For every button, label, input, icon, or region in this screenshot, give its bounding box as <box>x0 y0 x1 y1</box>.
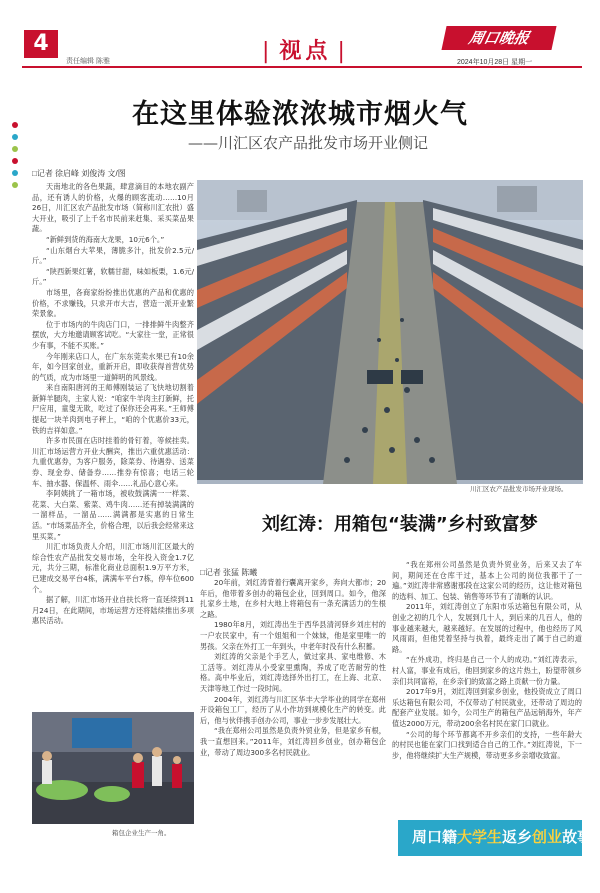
photo-caption: 川汇区农产品批发市场开业现场。 <box>470 485 568 493</box>
banner-suffix: 故事 <box>562 828 593 846</box>
column-banner-title <box>412 826 592 847</box>
paragraph: 川汇市场负责人介绍，川汇市场川汇区最大的综合性农产品批发交易市场，全年投入资金1.7亿元，共分三期，标准化商业总面积1.9万平方米，已建成交易平台4栋，满满车平台7栋，停车位600个。 <box>32 542 194 594</box>
sub-article-title: 刘红涛：用箱包“装满”乡村致富梦 <box>262 514 538 535</box>
factory-photo <box>32 712 194 824</box>
paragraph: “我在郑州公司虽然是负责外贸业务，但是家乡有根，我一直想回来。”2011年，刘红涛回乡创业，创办箱包企业，带动了周边300多名村民就业。 <box>200 726 386 757</box>
paragraph: 1980年8月，刘红涛出生于西华县清河驿乡刘庄村的一户农民家中，有一个姐姐和一个妹妹，他是家里唯一的男孩。父亲在外打工一年到头，中老年时没有什么积蓄。 <box>200 620 386 651</box>
banner-highlight-students: 大学生 <box>457 828 503 846</box>
newspaper-logo: 周口晚报 <box>441 26 556 50</box>
paragraph: “在外成功，终归是自己一个人的成功。”刘红涛表示，村人富，事业有成后，他回到家乡的这片热土，盼望带领乡亲们共同富裕，在乡亲们的致富之路上贡献一份力量。 <box>392 655 582 686</box>
paragraph: “公司的每个环节都离不开乡亲们的支持，一些年龄大的村民也能在家门口找到适合自己的工作。”刘红涛说，下一步，他将继续扩大生产规模，带动更多乡亲增收致富。 <box>392 729 582 760</box>
header-divider <box>22 66 582 68</box>
paragraph: 天南地北的各色果蔬，肆意滴目的本地农副产品，还有诱人的价格，火爆的顾客流动……10月26日，川汇区农产品批发市场（简称川汇农批）盛大开业，吸引了上千名市民前来赶集、采买菜品果蔬。 <box>32 182 194 234</box>
market-aerial-photo <box>197 180 583 484</box>
decorative-dots <box>8 122 22 194</box>
article-byline: □记者 徐启峰 刘俊涛 文/图 <box>32 169 126 178</box>
paragraph: 20年前，刘红涛背着行囊离开家乡，奔向大都市；20年后，他带着多创办的箱包企业，回到周口。如今，他深扎家乡土地，在乡村大地上将箱包有一条充满活力的生根之路。 <box>200 578 386 619</box>
paragraph: “山东烟台大苹果，薄脆多汁，批发价2.5元/斤。” <box>32 245 194 266</box>
paragraph: 2011年，刘红涛创立了东阳市乐达箱包有限公司，从创业之初的几个人，发展到几十人，到后来的几百人，他的事业越来越大，越来越好。在发展的过程中，他也经历了风风雨雨，但他凭着坚持与执着，最终走出了属于自己的道路。 <box>392 602 582 654</box>
factory-photo-caption: 箱包企业生产一角。 <box>112 829 171 837</box>
editor-credit: 责任编辑 陈雅 <box>66 58 110 65</box>
sub-article-byline: □记者 张猛 陈曦 <box>200 568 258 577</box>
paragraph: “新鲜到货的海南大龙果，10元6个。” <box>46 234 165 244</box>
banner-prefix: 周口籍 <box>412 828 458 846</box>
paragraph: 市场里，各商家纷纷推出优惠的产品和优惠的价格，不求赚钱，只求开市大吉，营造一派开业繁荣景象。 <box>32 287 194 319</box>
paragraph: 来自南阳唐河的王师傅刚装运了飞快地切割着新鲜羊腿肉，主家人说：“咱家牛羊肉主打新鲜，托尸应用，童叟无欺，吃过了保你还会再来。”王师傅提起一块羊肉到电子秤上，“咱的个优惠价33元，铁的吉祥如意。” <box>32 383 194 435</box>
paragraph: 2017年9月，刘红涛回到家乡创业，他投资成立了周口乐达箱包有限公司，不仅带动了村民就业，还带动了周边的配套产业发展。如今，公司生产的箱包产品远销海外，年产值达2000万元，带动200余名村民在家门口就业。 <box>392 687 582 728</box>
factory-photo-illustration <box>32 712 194 824</box>
article-subheadline: ——川汇区农产品批发市场开业侧记 <box>188 134 429 152</box>
article-body <box>32 182 194 710</box>
page-header <box>0 0 600 72</box>
paragraph: 许多市民面在店时挂着的骨钉着，等候挂卖。川汇市场运营方开业大酬宾，推出六重优惠活动：九重优惠券，为客户服务，除菜券、待遇券、送菜券、现金券、储备券……推券有惊喜；电话三轮车、抽水器、保温杯、雨伞……礼品心意心来。 <box>32 436 194 488</box>
paragraph: 据了解，川汇市场开业自扶长将一直延续到11月24日，在此期间，市场运营方还将陆续推出多项惠民活动。 <box>32 595 194 626</box>
page-number: 4 <box>24 30 58 58</box>
paragraph: 李阿姨挑了一箱市场，被收鼓满满一一样菜、花菜、大白菜、紫菜、鸡牛肉……还有掉装满满的一溜样品，一溜品……满满都是实惠的日常生活。“市场菜品齐全，价格合理，以后我会经常来这里买菜。” <box>32 489 194 541</box>
paragraph: 今年刚来店口人，在广东东莞卖水果已有10余年，如今回家创业，重新开启，即收获得首营优势的气质，成为市场里一道鲜明的风景线。 <box>32 351 194 382</box>
paragraph: “陕西新果红薯，软糯甘甜，味如板栗，1.6元/斤。” <box>32 266 194 287</box>
sub-article-body-continued <box>392 560 582 818</box>
section-title: | 视点 | <box>256 34 355 65</box>
paragraph: 刘红涛的父亲是个手艺人，做过家具、家电维修、木工活等。刘红涛从小受家里熏陶，养成了吃苦耐劳的性格。高中毕业后，刘红涛选择外出打工，在上海、北京、天津等地工作过一段时间。 <box>200 652 386 693</box>
paragraph: “我在郑州公司虽然是负责外贸业务，后来又去了车间，期间还在仓库干过，基本上公司的岗位我都干了一遍。”刘红涛非常感谢那段在这家公司的经历，这让他对箱包的选料、加工、包装、销售等环节有了清晰的认识。 <box>392 560 582 601</box>
banner-highlight-startup: 创业 <box>532 828 563 846</box>
market-photo-illustration <box>197 180 583 484</box>
article-headline: 在这里体验浓浓城市烟火气 <box>132 99 468 130</box>
issue-date: 2024年10月28日 星期一 <box>457 59 533 66</box>
paragraph: 2004年，刘红涛与川汇区华丰大学毕业的同学在郑州开设箱包工厂，经历了从小作坊到规模化生产的转变。此后，他与伙伴携手创办公司，事业一步步发展壮大。 <box>200 694 386 725</box>
sub-article-body <box>200 578 386 868</box>
paragraph: 位于市场内的牛肉店门口，一排排鲜牛肉整齐摆放，大方地邀请顾客试吃。“大家往一堂，正常很少有事，不能不买账。” <box>32 319 194 350</box>
banner-middle: 返乡 <box>502 828 533 846</box>
